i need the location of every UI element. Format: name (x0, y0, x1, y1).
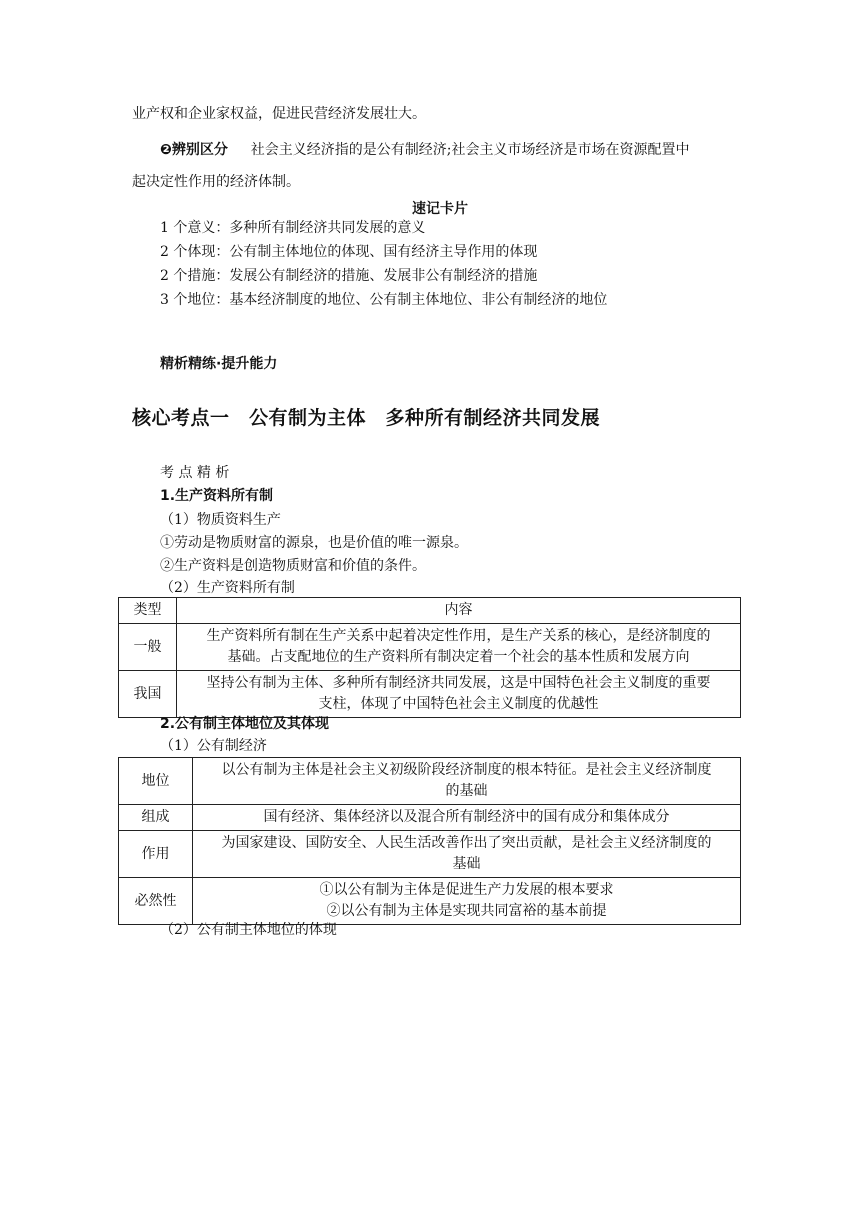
distinguish-paragraph (160, 140, 689, 160)
part1-sub1: （1）物质资料生产 (160, 512, 281, 528)
part1-sub2: （2）生产资料所有制 (160, 580, 295, 596)
table-cell-line: 的基础 (445, 783, 488, 799)
part1-point1: ①劳动是物质财富的源泉，也是价值的唯一源泉。 (160, 535, 468, 551)
table-cell-type: 作用 (119, 831, 193, 878)
card-item-2: 2 个体现：公有制主体地位的体现、国有经济主导作用的体现 (160, 244, 538, 260)
table-cell-content (193, 805, 741, 831)
table-cell-line: 以公有制为主体是社会主义初级阶段经济制度的根本特征。是社会主义经济制度 (221, 762, 712, 778)
table-cell-line: ②以公有制为主体是实现共同富裕的基本前提 (326, 903, 607, 919)
table-cell-type: 地位 (119, 758, 193, 805)
public-ownership-table (118, 757, 741, 925)
card-title: 速记卡片 (412, 201, 468, 217)
table-cell-line: 基础 (452, 856, 481, 872)
card-item-4: 3 个地位：基本经济制度的地位、公有制主体地位、非公有制经济的地位 (160, 292, 608, 308)
table-row (119, 805, 741, 831)
distinguish-label: ❷辨别区分 (160, 142, 228, 158)
table-cell-line: ①以公有制为主体是促进生产力发展的根本要求 (319, 882, 614, 898)
card-item-1: 1 个意义：多种所有制经济共同发展的意义 (160, 220, 426, 236)
table-row (119, 671, 741, 718)
table-row (119, 831, 741, 878)
table-header-type: 类型 (119, 598, 177, 624)
table-cell-content (193, 758, 741, 805)
section-label: 精析精练·提升能力 (160, 356, 278, 372)
part1-point2: ②生产资料是创造物质财富和价值的条件。 (160, 558, 426, 574)
core-point-heading: 核心考点一 公有制为主体 多种所有制经济共同发展 (132, 407, 601, 429)
table-header-content: 内容 (177, 598, 741, 624)
table-cell-line: 坚持公有制为主体、多种所有制经济共同发展，这是中国特色社会主义制度的重要 (206, 675, 711, 691)
part2-title: 2.公有制主体地位及其体现 (160, 716, 330, 732)
table-cell-line: 为国家建设、国防安全、人民生活改善作出了突出贡献，是社会主义经济制度的 (221, 835, 712, 851)
part1-title: 1.生产资料所有制 (160, 488, 274, 504)
distinguish-text-continued: 起决定性作用的经济体制。 (132, 174, 300, 190)
table-row (119, 878, 741, 925)
table-cell-type: 组成 (119, 805, 193, 831)
part2-sub2: （2）公有制主体地位的体现 (160, 922, 337, 938)
distinguish-text: 社会主义经济指的是公有制经济;社会主义市场经济是市场在资源配置中 (250, 142, 690, 158)
intro-continuation-text: 业产权和企业家权益，促进民营经济发展壮大。 (132, 106, 426, 122)
table-cell-type: 必然性 (119, 878, 193, 925)
table-cell-type: 一般 (119, 624, 177, 671)
table-cell-type: 我国 (119, 671, 177, 718)
table-cell-content (177, 671, 741, 718)
card-item-3: 2 个措施：发展公有制经济的措施、发展非公有制经济的措施 (160, 268, 538, 284)
table-cell-content (193, 831, 741, 878)
table-cell-line: 支柱，体现了中国特色社会主义制度的优越性 (318, 696, 599, 712)
table-header-row (119, 598, 741, 624)
table-cell-line: 基础。占支配地位的生产资料所有制决定着一个社会的基本性质和发展方向 (227, 649, 690, 665)
table-cell-line: 国有经济、集体经济以及混合所有制经济中的国有成分和集体成分 (263, 809, 670, 825)
table-row (119, 624, 741, 671)
ownership-table (118, 597, 741, 718)
table-cell-line: 生产资料所有制在生产关系中起着决定性作用，是生产关系的核心，是经济制度的 (206, 628, 711, 644)
part2-sub1: （1）公有制经济 (160, 738, 267, 754)
table-cell-content (193, 878, 741, 925)
table-cell-content (177, 624, 741, 671)
table-row (119, 758, 741, 805)
analysis-label: 考 点 精 析 (160, 465, 230, 481)
